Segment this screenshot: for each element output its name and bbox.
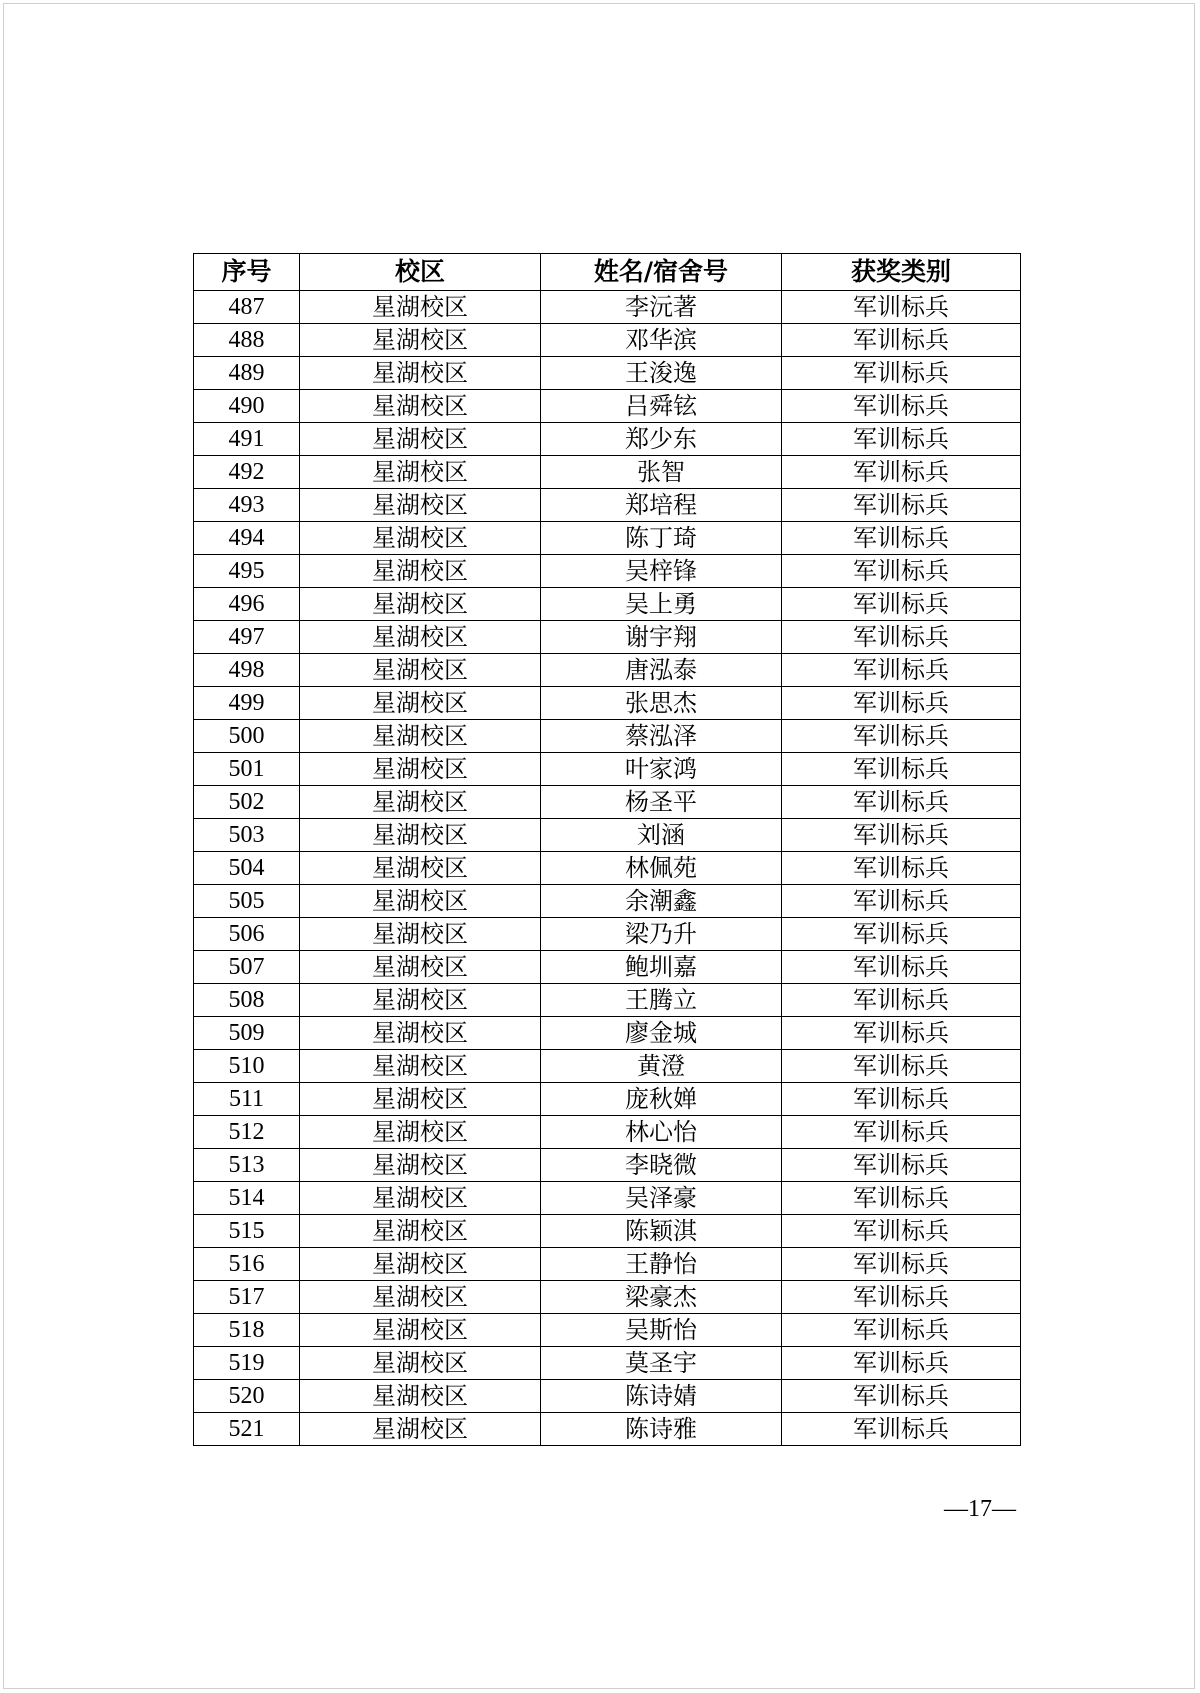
cell-campus: 星湖校区 [300, 1149, 541, 1182]
cell-award: 军训标兵 [782, 852, 1021, 885]
header-name-dorm: 姓名/宿舍号 [541, 254, 782, 291]
cell-campus: 星湖校区 [300, 588, 541, 621]
cell-serial: 506 [194, 918, 300, 951]
table-row [194, 1314, 1021, 1347]
table-row [194, 390, 1021, 423]
cell-campus: 星湖校区 [300, 852, 541, 885]
cell-name: 梁豪杰 [541, 1281, 782, 1314]
cell-name: 黄澄 [541, 1050, 782, 1083]
header-award-category: 获奖类别 [782, 254, 1021, 291]
cell-name: 叶家鸿 [541, 753, 782, 786]
cell-name: 鲍圳嘉 [541, 951, 782, 984]
table-row [194, 1413, 1021, 1446]
page-number: —17— [944, 1496, 1016, 1522]
cell-name: 陈诗雅 [541, 1413, 782, 1446]
cell-award: 军训标兵 [782, 1347, 1021, 1380]
cell-campus: 星湖校区 [300, 621, 541, 654]
cell-serial: 519 [194, 1347, 300, 1380]
cell-award: 军训标兵 [782, 1248, 1021, 1281]
cell-name: 李沅著 [541, 291, 782, 324]
cell-award: 军训标兵 [782, 951, 1021, 984]
table-row [194, 852, 1021, 885]
cell-award: 军训标兵 [782, 1413, 1021, 1446]
cell-award: 军训标兵 [782, 588, 1021, 621]
cell-award: 军训标兵 [782, 555, 1021, 588]
table-row [194, 951, 1021, 984]
header-serial: 序号 [194, 254, 300, 291]
cell-award: 军训标兵 [782, 324, 1021, 357]
cell-award: 军训标兵 [782, 984, 1021, 1017]
cell-award: 军训标兵 [782, 357, 1021, 390]
cell-campus: 星湖校区 [300, 984, 541, 1017]
cell-award: 军训标兵 [782, 1215, 1021, 1248]
cell-serial: 492 [194, 456, 300, 489]
cell-campus: 星湖校区 [300, 390, 541, 423]
table-row [194, 588, 1021, 621]
cell-serial: 499 [194, 687, 300, 720]
cell-campus: 星湖校区 [300, 720, 541, 753]
table-row [194, 1149, 1021, 1182]
cell-award: 军训标兵 [782, 1380, 1021, 1413]
table-row [194, 1083, 1021, 1116]
table-row [194, 654, 1021, 687]
cell-serial: 491 [194, 423, 300, 456]
cell-serial: 504 [194, 852, 300, 885]
table-row [194, 1281, 1021, 1314]
cell-serial: 503 [194, 819, 300, 852]
cell-name: 邓华滨 [541, 324, 782, 357]
cell-name: 陈诗婧 [541, 1380, 782, 1413]
cell-campus: 星湖校区 [300, 291, 541, 324]
cell-campus: 星湖校区 [300, 555, 541, 588]
cell-award: 军训标兵 [782, 423, 1021, 456]
table-row [194, 885, 1021, 918]
cell-name: 吴泽豪 [541, 1182, 782, 1215]
cell-campus: 星湖校区 [300, 1347, 541, 1380]
table-row [194, 423, 1021, 456]
cell-name: 莫圣宇 [541, 1347, 782, 1380]
cell-name: 李晓微 [541, 1149, 782, 1182]
table-body [194, 291, 1021, 1446]
cell-serial: 496 [194, 588, 300, 621]
cell-serial: 500 [194, 720, 300, 753]
table-row [194, 720, 1021, 753]
table-row [194, 522, 1021, 555]
cell-campus: 星湖校区 [300, 885, 541, 918]
cell-name: 陈颖淇 [541, 1215, 782, 1248]
cell-serial: 509 [194, 1017, 300, 1050]
cell-campus: 星湖校区 [300, 786, 541, 819]
table-row [194, 786, 1021, 819]
cell-campus: 星湖校区 [300, 1215, 541, 1248]
cell-serial: 516 [194, 1248, 300, 1281]
cell-campus: 星湖校区 [300, 423, 541, 456]
cell-name: 庞秋婵 [541, 1083, 782, 1116]
award-table [193, 253, 1021, 1446]
table-row [194, 1182, 1021, 1215]
cell-serial: 515 [194, 1215, 300, 1248]
cell-award: 军训标兵 [782, 1116, 1021, 1149]
cell-award: 军训标兵 [782, 918, 1021, 951]
cell-serial: 512 [194, 1116, 300, 1149]
cell-award: 军训标兵 [782, 1149, 1021, 1182]
cell-award: 军训标兵 [782, 1314, 1021, 1347]
table-row [194, 1215, 1021, 1248]
cell-award: 军训标兵 [782, 885, 1021, 918]
cell-award: 军训标兵 [782, 1281, 1021, 1314]
table-row [194, 324, 1021, 357]
cell-serial: 489 [194, 357, 300, 390]
cell-serial: 521 [194, 1413, 300, 1446]
cell-campus: 星湖校区 [300, 1083, 541, 1116]
table-row [194, 918, 1021, 951]
cell-award: 军训标兵 [782, 1083, 1021, 1116]
cell-name: 王静怡 [541, 1248, 782, 1281]
cell-award: 军训标兵 [782, 390, 1021, 423]
cell-serial: 501 [194, 753, 300, 786]
cell-award: 军训标兵 [782, 1050, 1021, 1083]
cell-campus: 星湖校区 [300, 1380, 541, 1413]
table-row [194, 1116, 1021, 1149]
cell-campus: 星湖校区 [300, 654, 541, 687]
cell-name: 林佩苑 [541, 852, 782, 885]
cell-name: 王浚逸 [541, 357, 782, 390]
table-row [194, 1347, 1021, 1380]
cell-award: 军训标兵 [782, 687, 1021, 720]
cell-name: 郑少东 [541, 423, 782, 456]
cell-name: 谢宇翔 [541, 621, 782, 654]
cell-award: 军训标兵 [782, 291, 1021, 324]
cell-award: 军训标兵 [782, 654, 1021, 687]
cell-campus: 星湖校区 [300, 918, 541, 951]
cell-campus: 星湖校区 [300, 819, 541, 852]
cell-award: 军训标兵 [782, 786, 1021, 819]
header-campus: 校区 [300, 254, 541, 291]
cell-serial: 493 [194, 489, 300, 522]
table-row [194, 687, 1021, 720]
cell-serial: 510 [194, 1050, 300, 1083]
cell-serial: 494 [194, 522, 300, 555]
cell-serial: 508 [194, 984, 300, 1017]
cell-campus: 星湖校区 [300, 357, 541, 390]
table-row [194, 621, 1021, 654]
cell-name: 吴上勇 [541, 588, 782, 621]
cell-name: 吴斯怡 [541, 1314, 782, 1347]
cell-serial: 520 [194, 1380, 300, 1413]
table-row [194, 357, 1021, 390]
cell-serial: 487 [194, 291, 300, 324]
cell-campus: 星湖校区 [300, 324, 541, 357]
cell-name: 陈丁琦 [541, 522, 782, 555]
cell-campus: 星湖校区 [300, 1116, 541, 1149]
cell-campus: 星湖校区 [300, 1248, 541, 1281]
table-row [194, 1380, 1021, 1413]
cell-award: 军训标兵 [782, 1182, 1021, 1215]
cell-name: 吴梓锋 [541, 555, 782, 588]
table-row [194, 291, 1021, 324]
cell-campus: 星湖校区 [300, 687, 541, 720]
cell-name: 张思杰 [541, 687, 782, 720]
cell-name: 郑培程 [541, 489, 782, 522]
cell-campus: 星湖校区 [300, 1182, 541, 1215]
cell-award: 军训标兵 [782, 753, 1021, 786]
table-row [194, 753, 1021, 786]
cell-award: 军训标兵 [782, 621, 1021, 654]
cell-campus: 星湖校区 [300, 1413, 541, 1446]
cell-award: 军训标兵 [782, 819, 1021, 852]
cell-serial: 505 [194, 885, 300, 918]
cell-award: 军训标兵 [782, 720, 1021, 753]
cell-campus: 星湖校区 [300, 1050, 541, 1083]
cell-name: 刘涵 [541, 819, 782, 852]
cell-serial: 511 [194, 1083, 300, 1116]
table-row [194, 456, 1021, 489]
cell-campus: 星湖校区 [300, 753, 541, 786]
cell-serial: 517 [194, 1281, 300, 1314]
cell-serial: 497 [194, 621, 300, 654]
cell-award: 军训标兵 [782, 489, 1021, 522]
cell-name: 蔡泓泽 [541, 720, 782, 753]
cell-name: 梁乃升 [541, 918, 782, 951]
cell-name: 王腾立 [541, 984, 782, 1017]
table-row [194, 984, 1021, 1017]
table-row [194, 819, 1021, 852]
cell-serial: 495 [194, 555, 300, 588]
table-row [194, 555, 1021, 588]
cell-name: 杨圣平 [541, 786, 782, 819]
cell-campus: 星湖校区 [300, 1281, 541, 1314]
cell-campus: 星湖校区 [300, 456, 541, 489]
cell-name: 吕舜铉 [541, 390, 782, 423]
cell-serial: 518 [194, 1314, 300, 1347]
cell-serial: 490 [194, 390, 300, 423]
cell-name: 余潮鑫 [541, 885, 782, 918]
cell-serial: 507 [194, 951, 300, 984]
cell-campus: 星湖校区 [300, 522, 541, 555]
table-row [194, 1248, 1021, 1281]
table-row [194, 1050, 1021, 1083]
cell-campus: 星湖校区 [300, 951, 541, 984]
cell-serial: 514 [194, 1182, 300, 1215]
cell-name: 廖金城 [541, 1017, 782, 1050]
cell-name: 林心怡 [541, 1116, 782, 1149]
cell-serial: 513 [194, 1149, 300, 1182]
cell-serial: 502 [194, 786, 300, 819]
table-row [194, 489, 1021, 522]
cell-serial: 498 [194, 654, 300, 687]
cell-award: 军训标兵 [782, 1017, 1021, 1050]
table-row [194, 1017, 1021, 1050]
cell-campus: 星湖校区 [300, 1017, 541, 1050]
cell-name: 唐泓泰 [541, 654, 782, 687]
cell-serial: 488 [194, 324, 300, 357]
table-header-row [194, 254, 1021, 291]
cell-campus: 星湖校区 [300, 489, 541, 522]
cell-award: 军训标兵 [782, 522, 1021, 555]
cell-award: 军训标兵 [782, 456, 1021, 489]
cell-campus: 星湖校区 [300, 1314, 541, 1347]
cell-name: 张智 [541, 456, 782, 489]
